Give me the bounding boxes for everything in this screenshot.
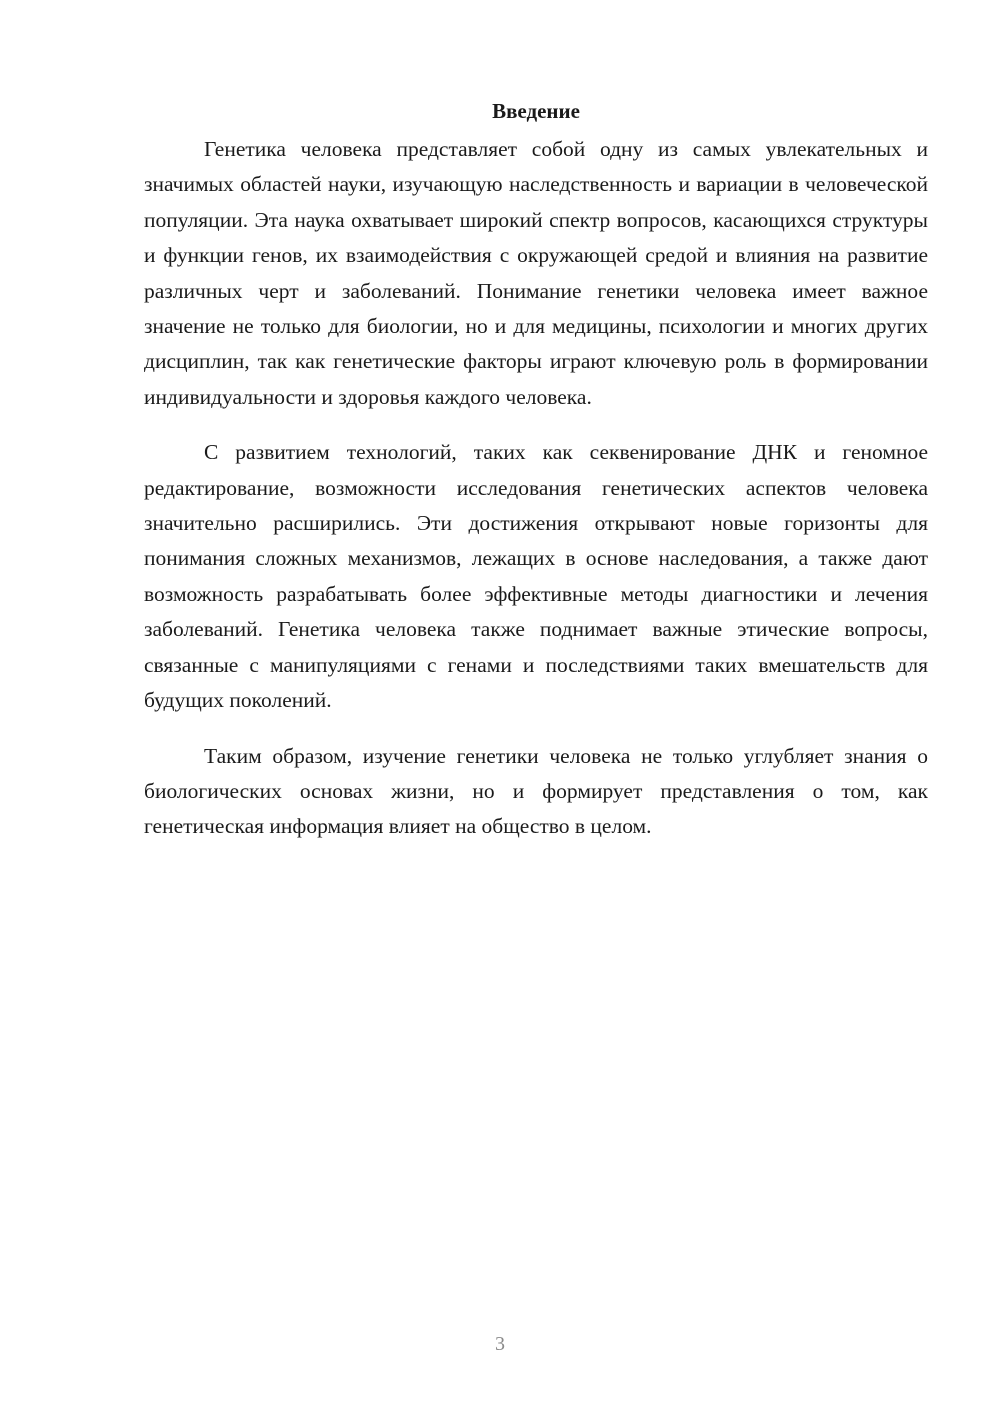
page-number: 3 [495,1333,505,1355]
paragraph-1: Генетика человека представляет собой одну из самых увлекательных и значимых областей науки, изучающую наследственность и вариации в человеческой популяции. Эта наука охватывает широкий спектр вопросов, касающихся структуры и функции генов, их взаимодействия с окружающей средой и влияния на развитие различных черт и заболеваний. Понимание генетики человека имеет важное значение не только для биологии, но и для медицины, психологии и многих других дисциплин, так как генетические факторы играют ключевую роль в формировании индивидуальности и здоровья каждого человека. [144,137,928,409]
section-heading: Введение [492,99,580,123]
page-content [144,96,928,845]
paragraph-3: Таким образом, изучение генетики человека не только углубляет знания о биологических основах жизни, но и формирует представления о том, как генетическая информация влияет на общество в целом. [144,743,928,839]
paragraph-2: С развитием технологий, таких как секвенирование ДНК и геномное редактирование, возможности исследования генетических аспектов человека значительно расширились. Эти достижения открывают новые горизонты для понимания сложных механизмов, лежащих в основе наследования, а также дают возможность разрабатывать более эффективные методы диагностики и лечения заболеваний. Генетика человека также поднимает важные этические вопросы, связанные с манипуляциями с генами и последствиями таких вмешательств для будущих поколений. [144,440,928,713]
